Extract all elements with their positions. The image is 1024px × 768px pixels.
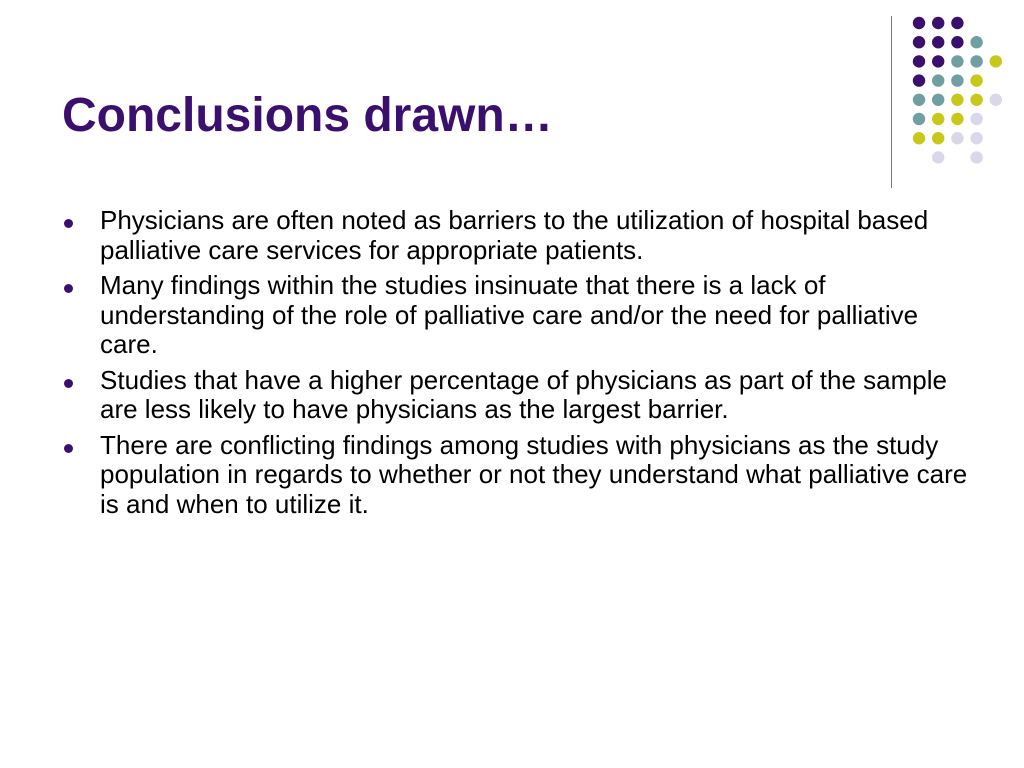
decorative-dot bbox=[932, 113, 944, 125]
bullet-item bbox=[62, 366, 982, 425]
decorative-dot bbox=[951, 94, 963, 106]
bullet-list bbox=[62, 206, 982, 525]
decorative-dot bbox=[951, 55, 963, 67]
decorative-dot bbox=[932, 151, 944, 163]
decorative-dot bbox=[913, 94, 925, 106]
decorative-dot bbox=[970, 132, 982, 144]
decorative-dot bbox=[951, 17, 963, 29]
decorative-dot bbox=[951, 74, 963, 86]
bullet-text: Studies that have a higher percentage of physicians as part of the sample are less likely to have physicians as the largest barrier. bbox=[100, 364, 947, 424]
decorative-dot bbox=[951, 132, 963, 144]
bullet-marker bbox=[64, 219, 73, 228]
bullet-item bbox=[62, 206, 982, 265]
decorative-dot bbox=[913, 17, 925, 29]
decorative-dot bbox=[913, 55, 925, 67]
decorative-dot bbox=[951, 113, 963, 125]
bullet-item bbox=[62, 271, 982, 360]
decorative-dot bbox=[932, 17, 944, 29]
bullet-text: There are conflicting findings among studies with physicians as the study population in regards to whether or not they understand what palliative care is and when to utilize it. bbox=[100, 429, 968, 519]
decorative-dot bbox=[970, 74, 982, 86]
decorative-dot bbox=[990, 55, 1002, 67]
decorative-dot bbox=[990, 94, 1002, 106]
decorative-dot bbox=[951, 36, 963, 48]
decorative-dot bbox=[932, 74, 944, 86]
bullet-marker bbox=[64, 379, 73, 388]
bullet-text: Many findings within the studies insinuate that there is a lack of understanding of the role of palliative care and/or the need for palliative care. bbox=[100, 270, 919, 359]
decorative-dot bbox=[970, 151, 982, 163]
title-divider-line bbox=[891, 16, 892, 188]
bullet-text: Physicians are often noted as barriers to the utilization of hospital based palliative care services for appropriate patients. bbox=[100, 205, 929, 265]
decorative-dot bbox=[970, 113, 982, 125]
decorative-dot bbox=[970, 36, 982, 48]
decorative-dot bbox=[932, 94, 944, 106]
slide-title: Conclusions drawn… bbox=[62, 89, 553, 142]
decorative-dot bbox=[932, 132, 944, 144]
decorative-dot bbox=[913, 132, 925, 144]
bullet-item bbox=[62, 431, 982, 520]
decorative-dot bbox=[970, 94, 982, 106]
decorative-dot bbox=[932, 36, 944, 48]
decorative-dot bbox=[913, 74, 925, 86]
decorative-dot bbox=[970, 55, 982, 67]
decorative-dot bbox=[913, 113, 925, 125]
decorative-dot bbox=[932, 55, 944, 67]
decorative-dot bbox=[913, 36, 925, 48]
bullet-marker bbox=[64, 284, 73, 293]
bullet-marker bbox=[64, 444, 73, 453]
